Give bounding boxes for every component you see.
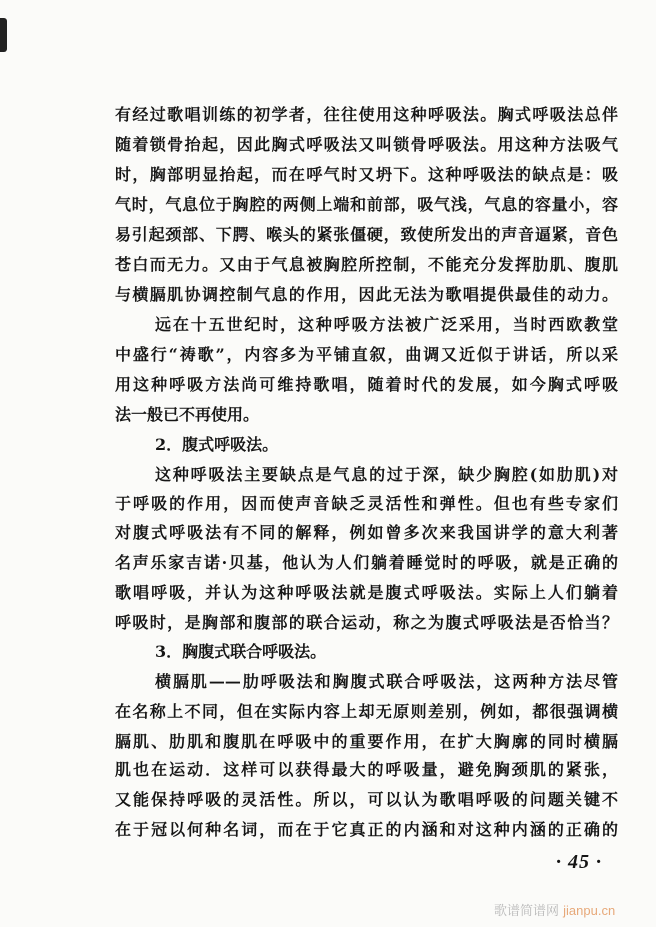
text-line: 于呼吸的作用，因而使声音缺乏灵活性和弹性。但也有些专家们 xyxy=(115,494,618,513)
text-line: 在名称上不同，但在实际内容上却无原则差别，例如，都很强调横 xyxy=(115,702,618,721)
watermark-name: 歌谱简谱网 xyxy=(494,904,560,919)
text-line: 时，胸部明显抬起，而在呼气时又坍下。这种呼吸法的缺点是：吸 xyxy=(115,165,618,184)
text-line: 苍白而无力。又由于气息被胸腔所控制，不能充分发挥肋肌、腹肌 xyxy=(115,255,618,274)
text-line: 中盛行“祷歌”，内容多为平铺直叙，曲调又近似于讲话，所以采 xyxy=(115,345,618,364)
text-line: 易引起颈部、下腭、喉头的紧张僵硬，致使所发出的声音逼紧，音色 xyxy=(115,225,618,244)
text-line: 气时，气息位于胸腔的两侧上端和前部，吸气浅，气息的容量小，容 xyxy=(115,195,618,214)
text-line: 与横膈肌协调控制气息的作用，因此无法为歌唱提供最佳的动力。 xyxy=(115,285,618,304)
text-line: 名声乐家吉诺·贝基，他认为人们躺着睡觉时的呼吸，就是正确的 xyxy=(115,553,618,572)
text-line: 对腹式呼吸法有不同的解释，例如曾多次来我国讲学的意大利著 xyxy=(115,523,618,542)
page-number: · 45 · xyxy=(556,851,602,873)
text-line: 有经过歌唱训练的初学者，往往使用这种呼吸法。胸式呼吸法总伴 xyxy=(115,105,618,124)
scan-edge-mark xyxy=(0,18,7,52)
text-line: 随着锁骨抬起，因此胸式呼吸法又叫锁骨呼吸法。用这种方法吸气 xyxy=(115,135,618,154)
text-line: 这种呼吸法主要缺点是气息的过于深，缺少胸腔(如肋肌)对 xyxy=(155,465,618,484)
section-heading: 3．胸腹式联合呼吸法。 xyxy=(155,642,327,661)
text-line: 用这种呼吸方法尚可维持歌唱，随着时代的发展，如今胸式呼吸 xyxy=(115,375,618,394)
watermark-site: jianpu.cn xyxy=(563,903,616,918)
text-line: 法一般已不再使用。 xyxy=(115,405,260,424)
text-line: 膈肌、肋肌和腹肌在呼吸中的重要作用，在扩大胸廓的同时横膈 xyxy=(115,732,618,751)
section-heading: 2．腹式呼吸法。 xyxy=(155,435,279,454)
text-line: 远在十五世纪时，这种呼吸方法被广泛采用，当时西欧教堂 xyxy=(155,315,618,334)
text-line: 又能保持呼吸的灵活性。所以，可以认为歌唱呼吸的问题关键不 xyxy=(115,790,618,809)
text-line: 歌唱呼吸，并认为这种呼吸法就是腹式呼吸法。实际上人们躺着 xyxy=(115,583,618,602)
text-line: 横膈肌——肋呼吸法和胸腹式联合呼吸法，这两种方法尽管 xyxy=(155,672,618,691)
text-line: 呼吸时，是胸部和腹部的联合运动，称之为腹式呼吸法是否恰当？ xyxy=(115,613,618,632)
text-line: 肌也在运动．这样可以获得最大的呼吸量，避免胸颈肌的紧张， xyxy=(115,760,618,779)
watermark xyxy=(494,900,615,919)
text-line: 在于冠以何种名词，而在于它真正的内涵和对这种内涵的正确的 xyxy=(115,820,618,839)
